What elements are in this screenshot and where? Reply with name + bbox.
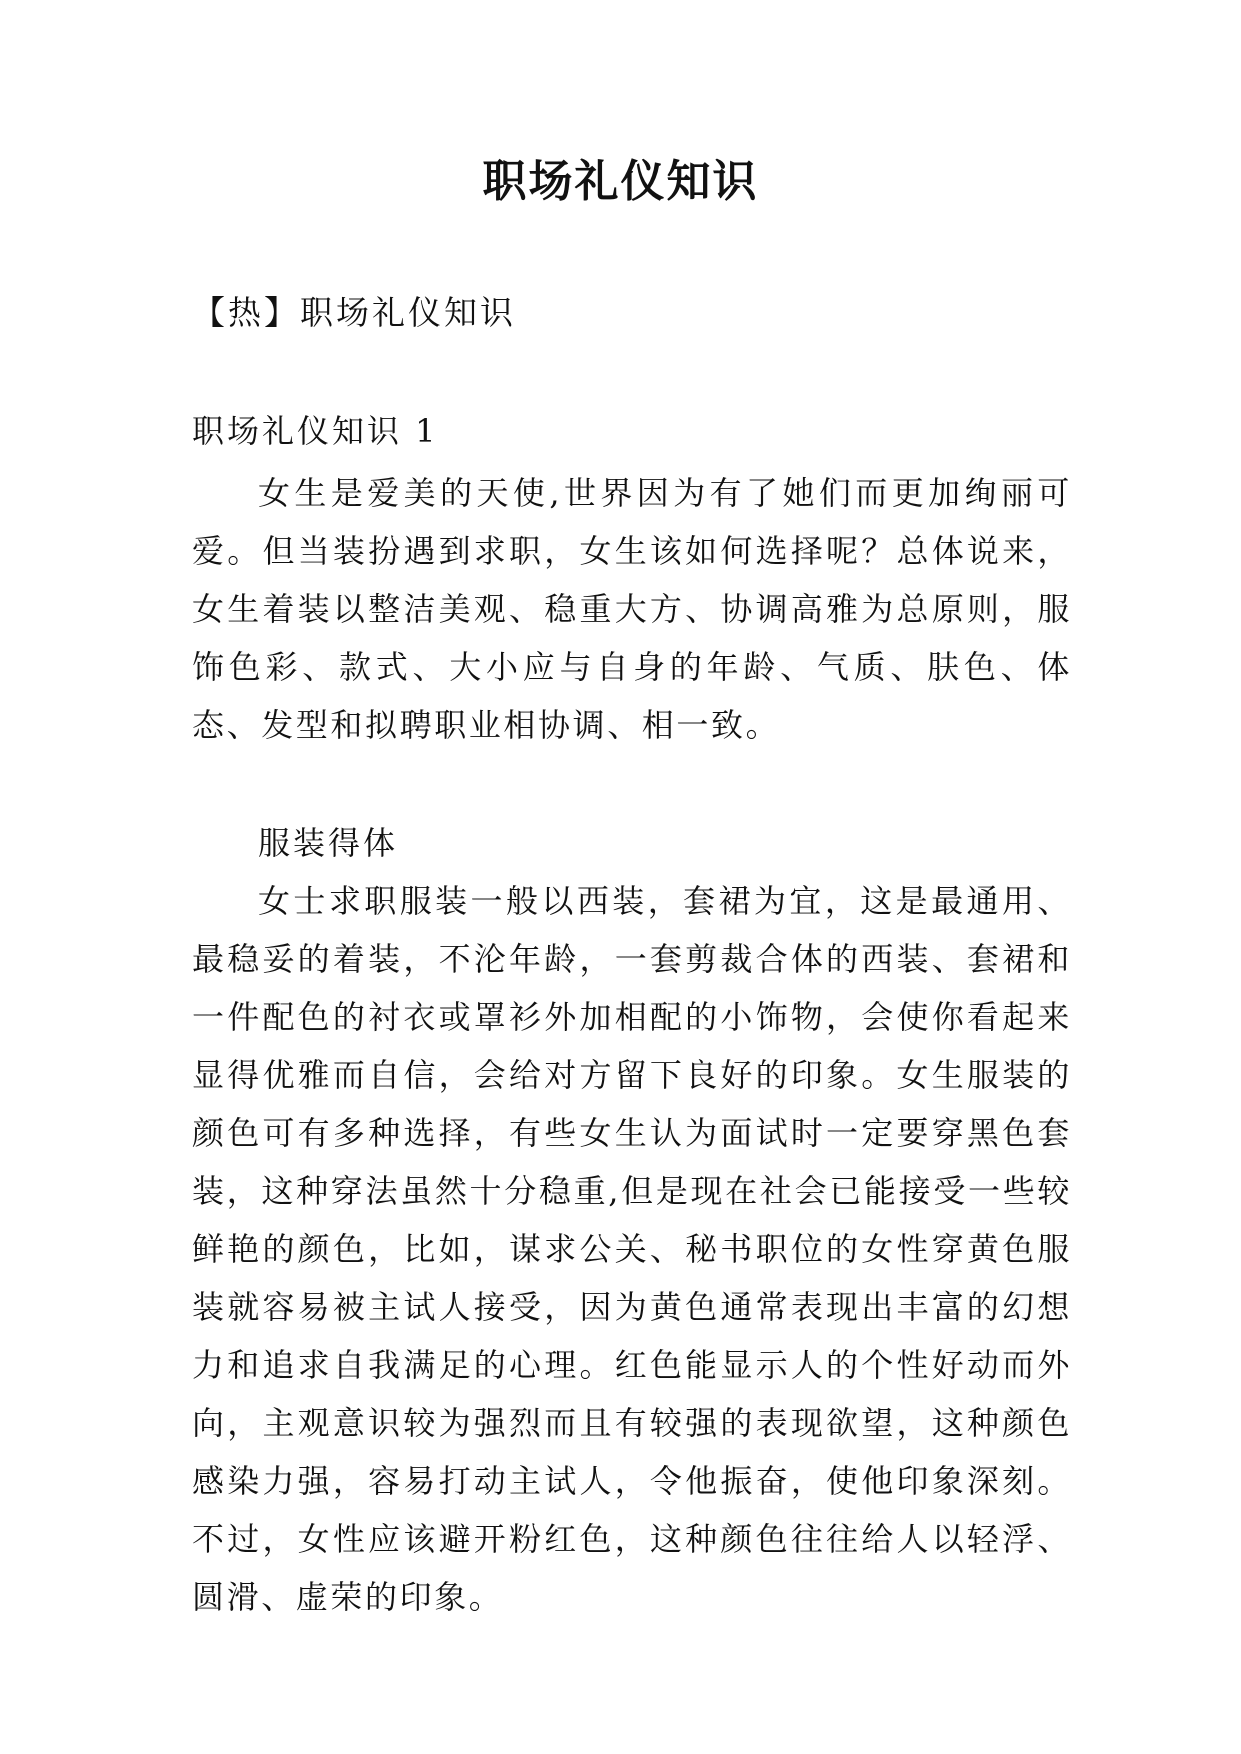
paragraph-clothing: 女士求职服装一般以西装，套裙为宜，这是最通用、最稳妥的着装，不沦年龄，一套剪裁合体的西装、套裙和一件配色的衬衣或罩衫外加相配的小饰物，会使你看起来显得优雅而自信，会给对方留下良好的印象。女生服装的颜色可有多种选择，有些女生认为面试时一定要穿黑色套装，这种穿法虽然十分稳重,但是现在社会已能接受一些较鲜艳的颜色，比如，谋求公关、秘书职位的女性穿黄色服装就容易被主试人接受，因为黄色通常表现出丰富的幻想力和追求自我满足的心理。红色能显示人的个性好动而外向，主观意识较为强烈而且有较强的表现欲望，这种颜色感染力强，容易打动主试人，令他振奋，使他印象深刻。不过，女性应该避开粉红色，这种颜色往往给人以轻浮、圆滑、虚荣的印象。	[192, 882, 1072, 1616]
paragraph-intro: 女生是爱美的天使,世界因为有了她们而更加绚丽可爱。但当装扮遇到求职，女生该如何选择呢？总体说来，女生着装以整洁美观、稳重大方、协调高雅为总原则，服饰色彩、款式、大小应与自身的年龄、气质、肤色、体态、发型和拟聘职业相协调、相一致。	[192, 474, 1072, 744]
document-subtitle: 【热】职场礼仪知识	[192, 293, 516, 332]
sub-heading-clothing: 服装得体	[258, 824, 399, 862]
page-title: 职场礼仪知识	[482, 156, 759, 207]
section-heading: 职场礼仪知识 1	[192, 412, 439, 450]
